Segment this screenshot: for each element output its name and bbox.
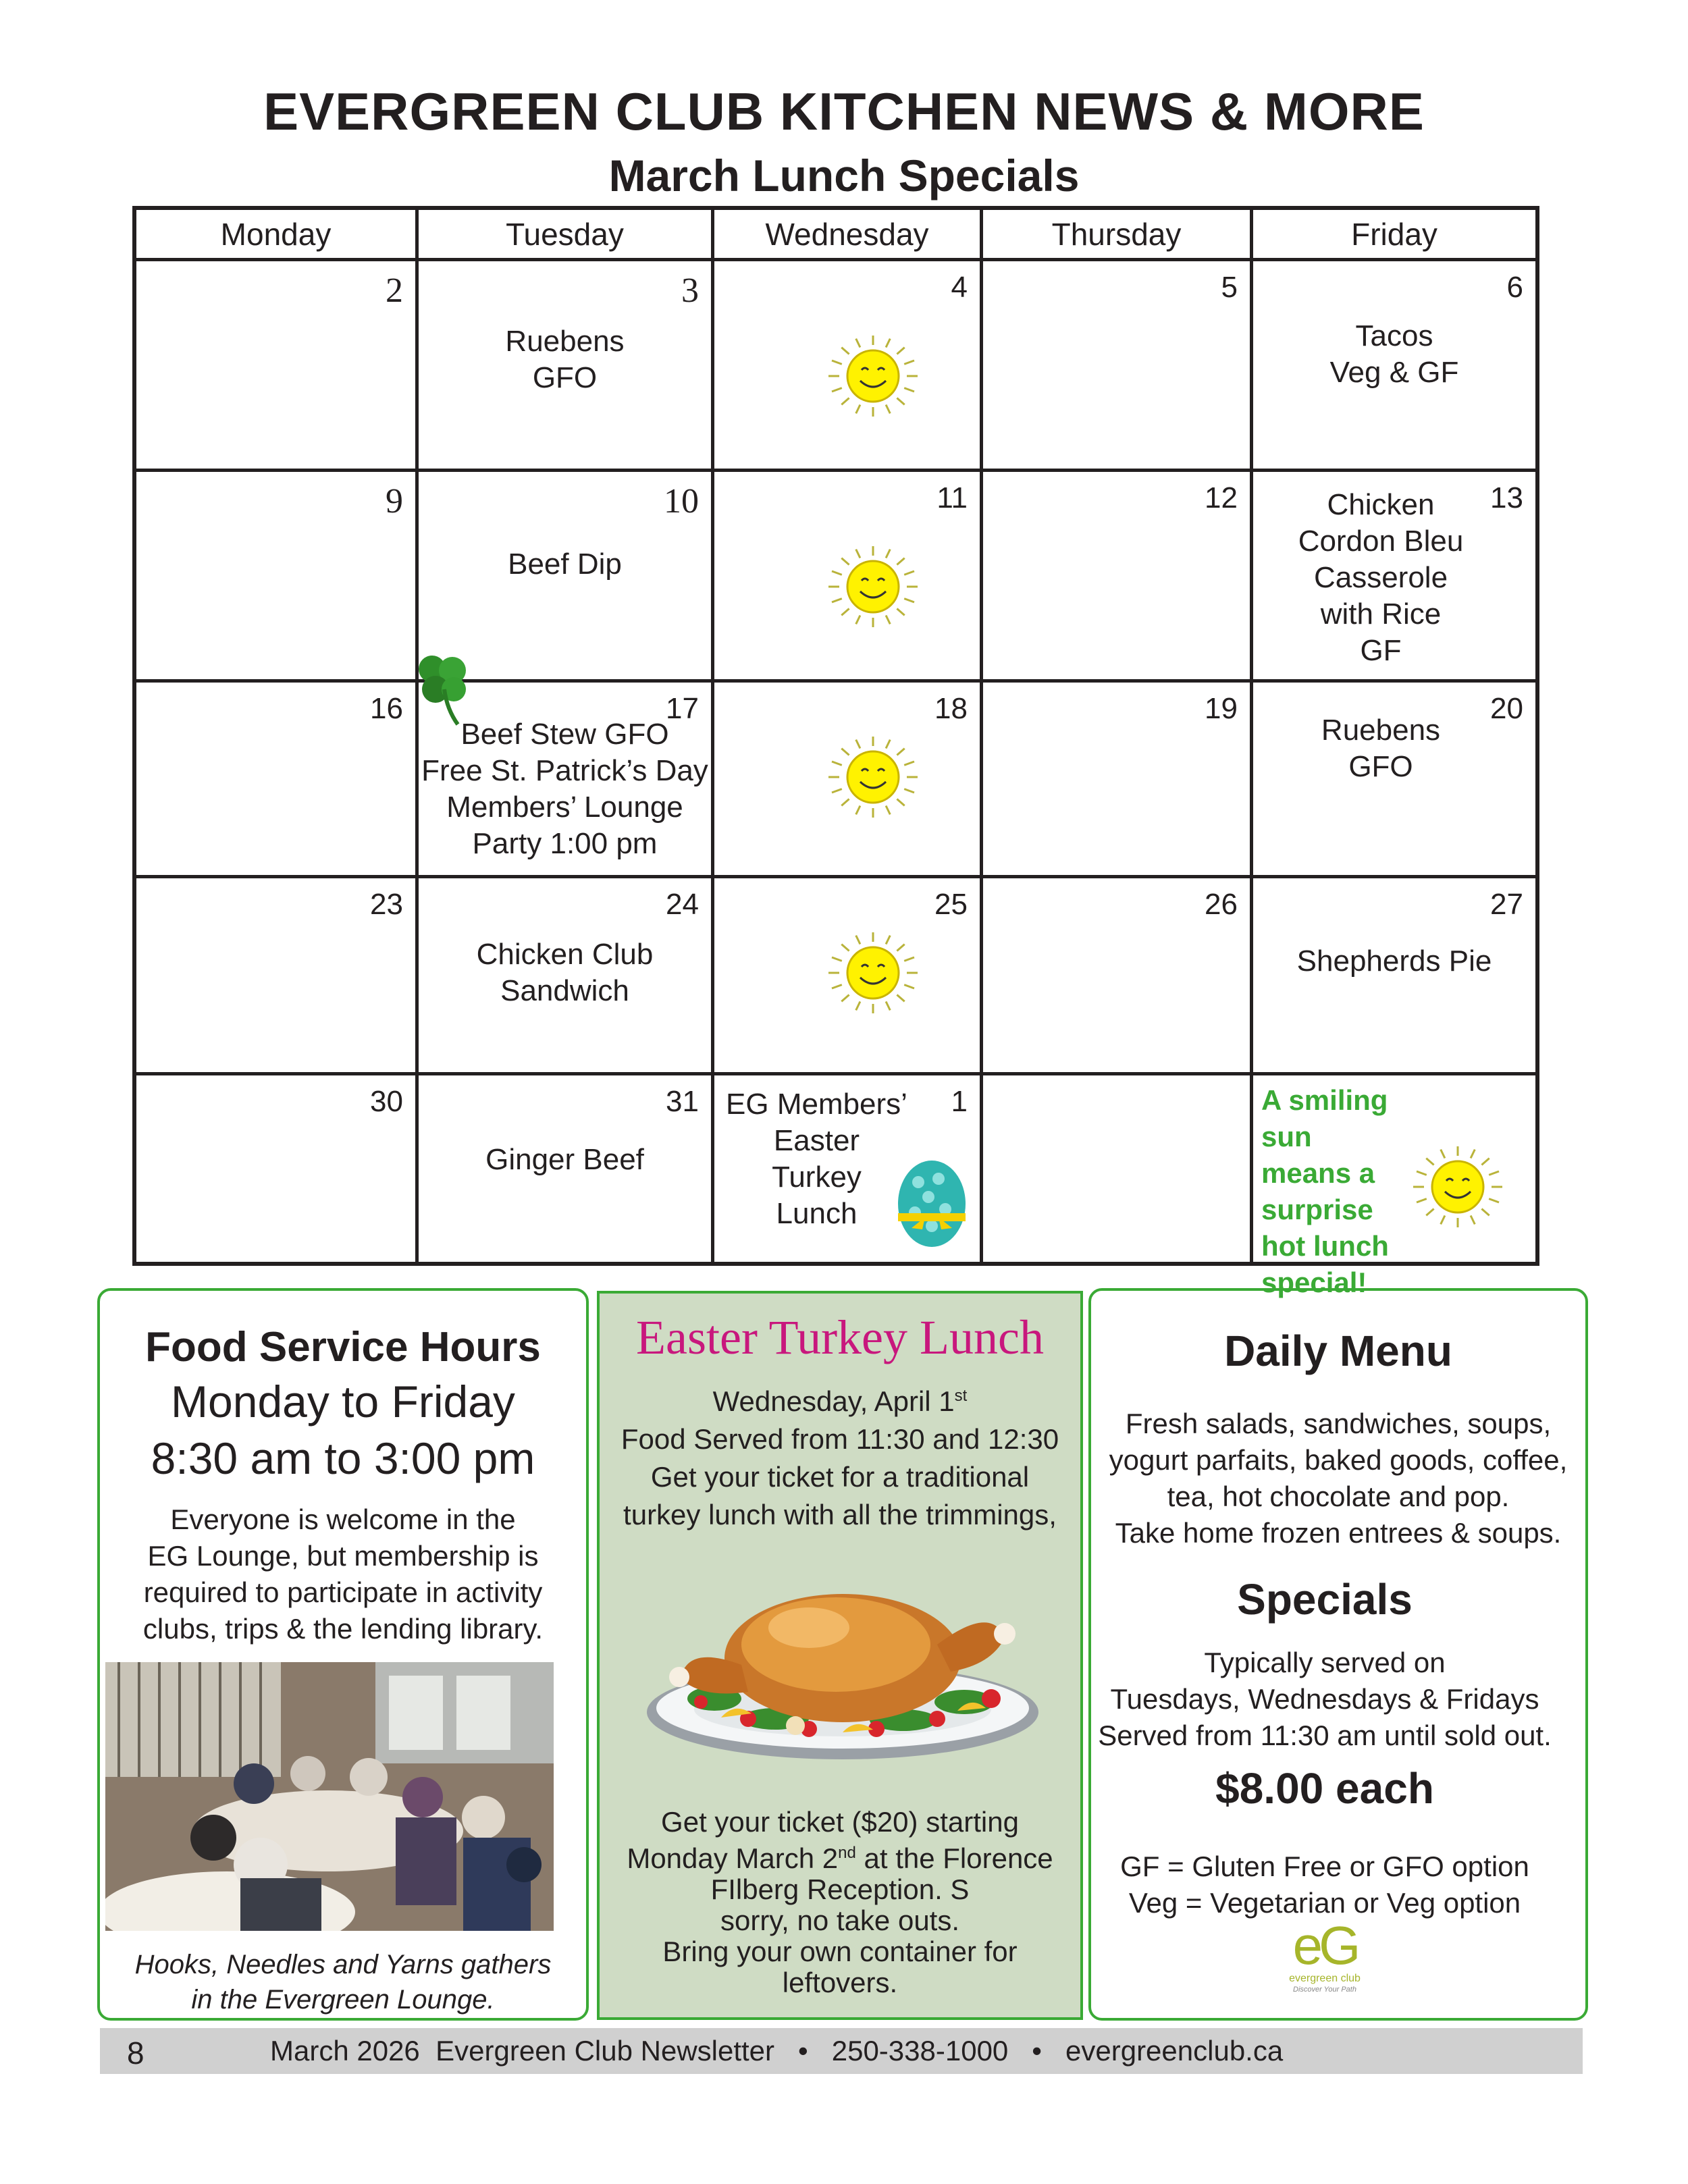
- day-number: 3: [681, 271, 699, 310]
- calendar-cell: [419, 683, 714, 878]
- day-number: 23: [370, 888, 403, 921]
- meal-special: Beef Stew GFO Free St. Patrick’s Day Members’ Lounge Party 1:00 pm: [421, 718, 708, 860]
- evergreen-logo: eG evergreen club Discover Your Path: [1289, 1915, 1361, 1994]
- meal-special: Beef Dip: [508, 548, 622, 581]
- day-number: 20: [1490, 692, 1523, 725]
- day-number: 16: [370, 692, 403, 725]
- day-number: 13: [1490, 481, 1523, 514]
- calendar-cell: [136, 878, 419, 1075]
- meal-special: Shepherds Pie: [1296, 944, 1492, 978]
- day-number: 2: [386, 271, 403, 310]
- meal-special: Chicken Club Sandwich: [476, 938, 654, 1007]
- calendar-cell: [714, 1075, 983, 1262]
- calendar-cell: [419, 261, 714, 472]
- roast-turkey-illustration: [640, 1564, 1045, 1766]
- calendar-cell: [419, 878, 714, 1075]
- day-number: 27: [1490, 888, 1523, 921]
- hours-body: Everyone is welcome in the EG Lounge, but membership is required to participate in activity clubs, trips & the lending library.: [142, 1503, 544, 1645]
- calendar-cell: [136, 1075, 419, 1262]
- daily-menu-box: [1088, 1288, 1588, 2021]
- calendar-cell: [1253, 683, 1535, 878]
- day-number: 26: [1205, 888, 1238, 921]
- easter-egg-icon: [891, 1155, 972, 1250]
- day-number: 4: [951, 271, 968, 304]
- photo-caption: Hooks, Needles and Yarns gathers in the Evergreen Lounge.: [134, 1950, 552, 2015]
- crafting-group-photo: [105, 1662, 554, 1931]
- page-title: EVERGREEN CLUB KITCHEN NEWS & MORE: [263, 82, 1425, 141]
- day-number: 18: [934, 692, 968, 725]
- day-header-tuesday: Tuesday: [419, 210, 714, 261]
- diet-legend: GF = Gluten Free or GFO option Veg = Vegetarian or Veg option: [1120, 1850, 1529, 1919]
- lunch-calendar: [132, 206, 1539, 1298]
- calendar-cell: [1253, 261, 1535, 472]
- day-number: 25: [934, 888, 968, 921]
- day-number: 24: [666, 888, 699, 921]
- easter-lunch-box: [597, 1291, 1083, 2020]
- page-number: 8: [127, 2035, 144, 2071]
- daily-menu-items: Fresh salads, sandwiches, soups, yogurt parfaits, baked goods, coffee, tea, hot chocolate and pop. Take home frozen entrees & soups.: [1109, 1408, 1568, 1549]
- day-number: 30: [370, 1085, 403, 1118]
- meal-special: Chicken Cordon Bleu Casserole with Rice GF: [1298, 488, 1464, 667]
- hours-time: 8:30 am to 3:00 pm: [151, 1433, 535, 1483]
- easter-title: Easter Turkey Lunch: [636, 1310, 1044, 1364]
- smiling-sun-icon: [822, 733, 924, 821]
- meal-special: EG Members’ Easter Turkey Lunch: [726, 1088, 907, 1230]
- calendar-cell: [714, 683, 983, 878]
- calendar-cell: [1253, 878, 1535, 1075]
- day-number: 31: [666, 1085, 699, 1118]
- day-number: 1: [951, 1085, 968, 1118]
- calendar-cell: [714, 878, 983, 1075]
- calendar-cell: [136, 472, 419, 683]
- day-number: 9: [386, 482, 403, 521]
- day-number: 10: [664, 482, 699, 521]
- calendar-cell: [136, 683, 419, 878]
- calendar-cell: [1253, 472, 1535, 683]
- specials-title: Specials: [1237, 1575, 1413, 1624]
- shamrock-icon: [405, 649, 479, 730]
- day-header-friday: Friday: [1253, 210, 1535, 261]
- day-header-monday: Monday: [136, 210, 419, 261]
- meal-special: Ruebens GFO: [1321, 714, 1441, 783]
- smiling-sun-icon: [1407, 1143, 1508, 1231]
- calendar-cell: [419, 1075, 714, 1262]
- meal-special: Tacos Veg & GF: [1329, 319, 1459, 389]
- price: $8.00 each: [1215, 1764, 1434, 1813]
- day-number: 11: [937, 481, 968, 514]
- day-number: 6: [1506, 271, 1523, 304]
- hours-days: Monday to Friday: [171, 1377, 515, 1427]
- sun-legend-note: A smiling sun means a surprise hot lunch special!: [1261, 1084, 1389, 1298]
- smiling-sun-icon: [822, 929, 924, 1017]
- specials-info: Typically served on Tuesdays, Wednesdays & Fridays Served from 11:30 am until sold out.: [1098, 1647, 1552, 1751]
- smiling-sun-icon: [822, 332, 924, 420]
- day-number: 5: [1221, 271, 1238, 304]
- daily-menu-title: Daily Menu: [1224, 1327, 1452, 1375]
- smiling-sun-icon: [822, 543, 924, 631]
- calendar-cell: [983, 878, 1253, 1075]
- page-subtitle: March Lunch Specials: [608, 151, 1080, 201]
- calendar-cell: [983, 1075, 1253, 1262]
- easter-details: Wednesday, April 1st Food Served from 11:30 and 12:30 Get your ticket for a traditional turkey lunch with all the trimmings,: [621, 1385, 1059, 1530]
- day-header-wednesday: Wednesday: [714, 210, 983, 261]
- calendar-cell: [983, 261, 1253, 472]
- day-number: 17: [666, 692, 699, 725]
- food-service-hours-box: [97, 1288, 589, 2021]
- calendar-cell: [983, 472, 1253, 683]
- footer-bar: [100, 2028, 1583, 2074]
- calendar-cell: [714, 261, 983, 472]
- calendar-cell: [714, 472, 983, 683]
- calendar-cell: [1253, 1075, 1535, 1298]
- calendar-cell: [983, 683, 1253, 878]
- day-number: 19: [1205, 692, 1238, 725]
- meal-special: Ruebens GFO: [505, 325, 625, 394]
- day-number: 12: [1205, 481, 1238, 514]
- meal-special: Ginger Beef: [485, 1143, 644, 1176]
- footer-text: March 2026 Evergreen Club Newsletter • 250-338-1000 • evergreenclub.ca: [270, 2035, 1284, 2067]
- easter-ticket-info: Get your ticket ($20) starting Monday March 2nd at the Florence FIlberg Reception. S sorry, no take outs. Bring your own container for leftovers.: [627, 1806, 1053, 1998]
- calendar-cell: [136, 261, 419, 472]
- day-header-thursday: Thursday: [983, 210, 1253, 261]
- hours-title: Food Service Hours: [145, 1324, 541, 1370]
